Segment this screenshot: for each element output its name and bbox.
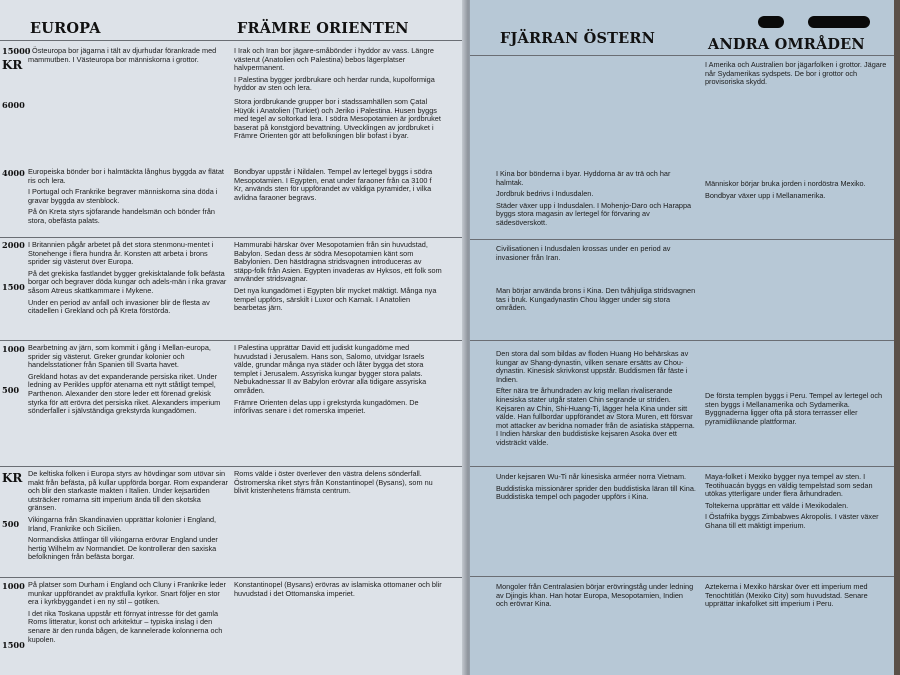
divider: [470, 466, 894, 467]
divider: [0, 237, 466, 238]
text-paragraph: Civilisationen i Indusdalen krossas under en period av invasioner från Iran.: [496, 244, 671, 262]
year-marker: 500: [2, 519, 20, 529]
text-paragraph: I Irak och Iran bor jägare-småbönder i hyddor av vass. Längre västerut (Anatolien och Palestina) bebos lägerplatser halvpermanent.: [234, 46, 434, 73]
text-paragraph: På det grekiska fastlandet bygger grekisktalande folk befästa borgar och begraver döda kungar och adels-män i rika gravar såsom Atreus skattkammare i Mykene.: [28, 268, 227, 295]
year-marker: KR: [2, 471, 23, 485]
divider: [470, 576, 894, 577]
text-paragraph: Under kejsaren Wu-Ti når kinesiska arméer norra Vietnam.: [496, 472, 687, 481]
text-paragraph: De keltiska folken i Europa styrs av hövdingar som utövar sin makt från befästa, på kullar uppförda borgar. Rom expanderar och blir den starkaste makten i Italien. Under kejsartiden utsträcker romarna sitt imperium ända till den skotska gränsen.: [28, 469, 228, 513]
text-paragraph: Normandiska ättlingar till vikingarna erövrar England under hertig Wilhelm av Normandiet. De kontrollerar den saxiska befolkningen från befästa borgar.: [28, 535, 218, 562]
text-paragraph: Maya-folket i Mexiko bygger nya tempel av sten. I Teotihuacán byggs en väldig tempelstad som sedan utökas ytterligare under flera århundraden.: [705, 472, 873, 499]
header-framre-orienten: FRÄMRE ORIENTEN: [237, 20, 409, 37]
fjarran-block-1: [496, 170, 696, 231]
andra-block-1: [705, 61, 891, 90]
text-paragraph: Den stora dal som bildas av floden Huang Ho behärskas av kungar av Shang-dynastin, vilken senare ersätts av Chou-dynastin. Kinesisk skrivkonst uppstår. Buddismen får fäste i Indien.: [496, 349, 689, 384]
year-marker: 2000: [2, 240, 25, 250]
text-paragraph: Hammurabi härskar över Mesopotamien från sin huvudstad, Babylon. Sedan dess är södra Mesopotamien känt som Babylonien. Den hästdragna stridsvagnen introduceras av stäpp-folk från Asien. Egypten invaderas av Hyksos, ett folk som använder stridsvagnar.: [234, 240, 442, 284]
text-paragraph: Under en period av anfall och invasioner blir de flesta av citadellen i Grekland och på Kreta förstörda.: [28, 297, 210, 316]
text-paragraph: Europeiska bönder bor i halmtäckta långhus byggda av flätat ris och lera.: [28, 167, 224, 185]
text-paragraph: Mongoler från Centralasien börjar erövringståg under ledning av Djingis khan. Han hotar Europa, Mesopotamien, Indien och erövrar Kina.: [496, 582, 694, 609]
year-marker: 500: [2, 385, 20, 395]
header-andra-omraden: ANDRA OMRÅDEN: [708, 36, 865, 53]
divider: [0, 577, 466, 578]
text-paragraph: På platser som Durham i England och Cluny i Frankrike leder munkar uppförandet av praktfulla kyrkor. Snart följer en stor era i kyrkbyggandet i en ny stil – gotiken.: [28, 580, 226, 607]
text-paragraph: Konstantinopel (Bysans) erövras av islamiska ottomaner och blir huvudstad i det Ottomanska imperiet.: [234, 580, 442, 598]
text-paragraph: I Kina bor bönderna i byar. Hyddorna är av trä och har halmtak.: [496, 169, 671, 187]
europa-block-5: [28, 470, 228, 565]
divider: [0, 466, 466, 467]
andra-block-4: [705, 473, 891, 534]
right-page: [470, 0, 894, 675]
divider: [470, 239, 894, 240]
europa-block-6: [28, 581, 228, 647]
year-marker: 4000: [2, 168, 25, 178]
text-paragraph: Stora jordbrukande grupper bor i stadssamhällen som Çatal Hüyük i Anatolien (Turkiet) och Jeriko i Palestina. Husen byggs med tegel av soltorkad lera. I södra Mesopotamien är jordbruket baserat på konstgjord bevattning. Utvecklingen av jordbruket i Främre Orienten gör att befolkningen blir bofast i byar.: [234, 97, 441, 141]
text-paragraph: Det nya kungadömet i Egypten blir mycket mäktigt. Många nya tempel uppförs, särskilt i Luxor och Karnak. I Anatolien bearbetas järn.: [234, 285, 437, 313]
framre-block-7: [234, 581, 442, 601]
redaction-mark: [808, 16, 870, 28]
fjarran-block-5: [496, 473, 696, 505]
framre-block-1: [234, 47, 442, 96]
year-marker: KR: [2, 58, 23, 72]
fjarran-block-6: [496, 583, 696, 612]
andra-block-2: [705, 180, 891, 203]
europa-block-3: [28, 241, 228, 319]
header-europa: EUROPA: [30, 20, 101, 37]
framre-block-5: [234, 344, 442, 419]
year-marker: 6000: [2, 100, 25, 110]
text-paragraph: Vikingarna från Skandinavien upprättar kolonier i England, Irland, Frankrike och Sicilien.: [28, 514, 217, 533]
text-paragraph: I Östeuropa bor jägarna i tält av djurhudar förankrade med mammutben. I Västeuropa bor människorna i grottor.: [28, 46, 217, 64]
text-paragraph: Bondbyar uppstår i Nildalen. Tempel av lertegel byggs i södra Mesopotamien. I Egypten, enat under faraoner från ca 3100 f Kr, används sten för uppförandet av väldiga pyramider, i vilka avlidna faraoner begravs.: [234, 167, 433, 202]
europa-block-4: [28, 344, 228, 419]
redaction-mark: [758, 16, 784, 28]
divider: [470, 55, 894, 56]
text-paragraph: Toltekerna upprättar ett välde i Mexikodalen.: [705, 500, 849, 510]
fjarran-block-4: [496, 350, 696, 451]
text-paragraph: Bondbyar växer upp i Mellanamerika.: [705, 190, 826, 200]
text-paragraph: Människor börjar bruka jorden i nordöstra Mexiko.: [705, 179, 866, 188]
text-paragraph: I Palestina bygger jordbrukare och herdar runda, kupolformiga hyddor av sten och lera.: [234, 74, 435, 93]
text-paragraph: Jordbruk bedrivs i Indusdalen.: [496, 189, 594, 199]
framre-block-6: [234, 470, 442, 499]
text-paragraph: Roms välde i öster överlever den västra delens sönderfall. Östromerska riket styrs från Konstantinopel (Bysans), som nu blivit kristenhetens främsta centrum.: [234, 469, 433, 496]
text-paragraph: Grekland hotas av det expanderande persiska riket. Under ledning av Perikles uppför atenarna ett nytt ståtligt tempel, Parthenon. Alexander den store leder ett förenad grekisk styrka för att erövra det persiska riket. Alexanders imperium sönderfaller i självständiga grekstyrda kungadömen.: [28, 371, 221, 416]
divider: [470, 340, 894, 341]
text-paragraph: I Palestina upprättar David ett judiskt kungadöme med huvudstad i Jerusalem. Hans son, Salomo, utvidgar Israels välde, grundar många nya städer och låter bygga det stora templet i Jerusalem. Assyriska kungar bygger stora palats. Nebukadnessar II av Babylon erövrar alla tidigare assyriska områden.: [234, 343, 427, 395]
text-paragraph: Främre Orienten delas upp i grekstyrda kungadömen. De införlivas senare i det romerska imperiet.: [234, 397, 419, 416]
divider: [0, 40, 466, 41]
header-fjarran-ostern: FJÄRRAN ÖSTERN: [500, 30, 656, 47]
text-paragraph: I Östafrika byggs Zimbabwes Akropolis. I väster växer Ghana till ett mäktigt imperium.: [705, 512, 879, 530]
text-paragraph: Bearbetning av järn, som kommit i gång i Mellan-europa, sprider sig västerut. Greker grundar kolonier och handelsstationer från Spanien till Svarta havet.: [28, 343, 211, 370]
text-paragraph: I Amerika och Australien bor jägarfolken i grottor. Jägare når Sydamerikas sydspets. De bor i grottor och provisoriska skydd.: [705, 60, 887, 87]
text-paragraph: Aztekerna i Mexiko härskar över ett imperium med Tenochtitlán (Mexiko City) som huvudstad. Senare upprättar inkafolket sitt imperium i Peru.: [705, 582, 868, 609]
year-marker: 1000: [2, 581, 25, 591]
year-marker: 1500: [2, 282, 25, 292]
framre-block-4: [234, 241, 442, 316]
fjarran-block-3: [496, 287, 696, 316]
text-paragraph: De första templen byggs i Peru. Tempel av lertegel och sten byggs i Mellanamerika och Sydamerika. Byggnaderna ligger ofta på stora terrasser eller pyramidliknande plattformar.: [705, 391, 883, 426]
framre-block-2: [234, 98, 442, 144]
year-marker: 15000: [2, 46, 31, 56]
europa-block-2: [28, 168, 228, 229]
text-paragraph: I det rika Toskana uppstår ett förnyat intresse för det gamla Roms litteratur, konst och arkitektur – typiska inslag i den senare är den runda bågen, de kannelerade kolonnerna och kupolen.: [28, 608, 223, 644]
fjarran-block-2: [496, 245, 696, 265]
text-paragraph: Buddistiska missionärer sprider den buddistiska läran till Kina. Buddistiska tempel och pagoder uppförs i Kina.: [496, 483, 696, 502]
text-paragraph: På ön Kreta styrs sjöfarande handelsmän och bönder från stora, obefästa palats.: [28, 207, 215, 225]
andra-block-5: [705, 583, 891, 612]
text-paragraph: I Britannien pågår arbetet på det stora stenmonu-mentet i Stonehenge i flera hundra år. Konsten att arbeta i brons sprider sig västerut över Europa.: [28, 240, 214, 267]
divider: [0, 340, 466, 341]
year-marker: 1000: [2, 344, 25, 354]
year-marker: 1500: [2, 640, 25, 650]
europa-block-1: [28, 47, 228, 67]
text-paragraph: Städer växer upp i Indusdalen. I Mohenjo-Daro och Harappa byggs stora magasin av lertegel för förvaring av sädesöverskott.: [496, 200, 692, 227]
text-paragraph: I Portugal och Frankrike begraver människorna sina döda i gravar byggda av stenblock.: [28, 187, 218, 205]
framre-block-3: [234, 168, 442, 205]
text-paragraph: Man börjar använda brons i Kina. Den tvåhjuliga stridsvagnen tas i bruk. Kungadynastin Chou lägger under sig stora områden.: [496, 286, 696, 313]
andra-block-3: [705, 392, 891, 429]
text-paragraph: Efter nära tre århundraden av krig mellan rivaliserande kinesiska stater utgår staten Chin segrande ur striden. Kejsaren av Chin, Shi-Huang-Ti, lägger hela Kina under sitt välde. Han fullbordar uppförandet av Stora Muren, ett försvar mot attacker av beridna nomader från de asiatiska stäpperna. I Indien härskar den buddistiske kejsaren Asoka över ett vidsträckt välde.: [496, 386, 695, 447]
